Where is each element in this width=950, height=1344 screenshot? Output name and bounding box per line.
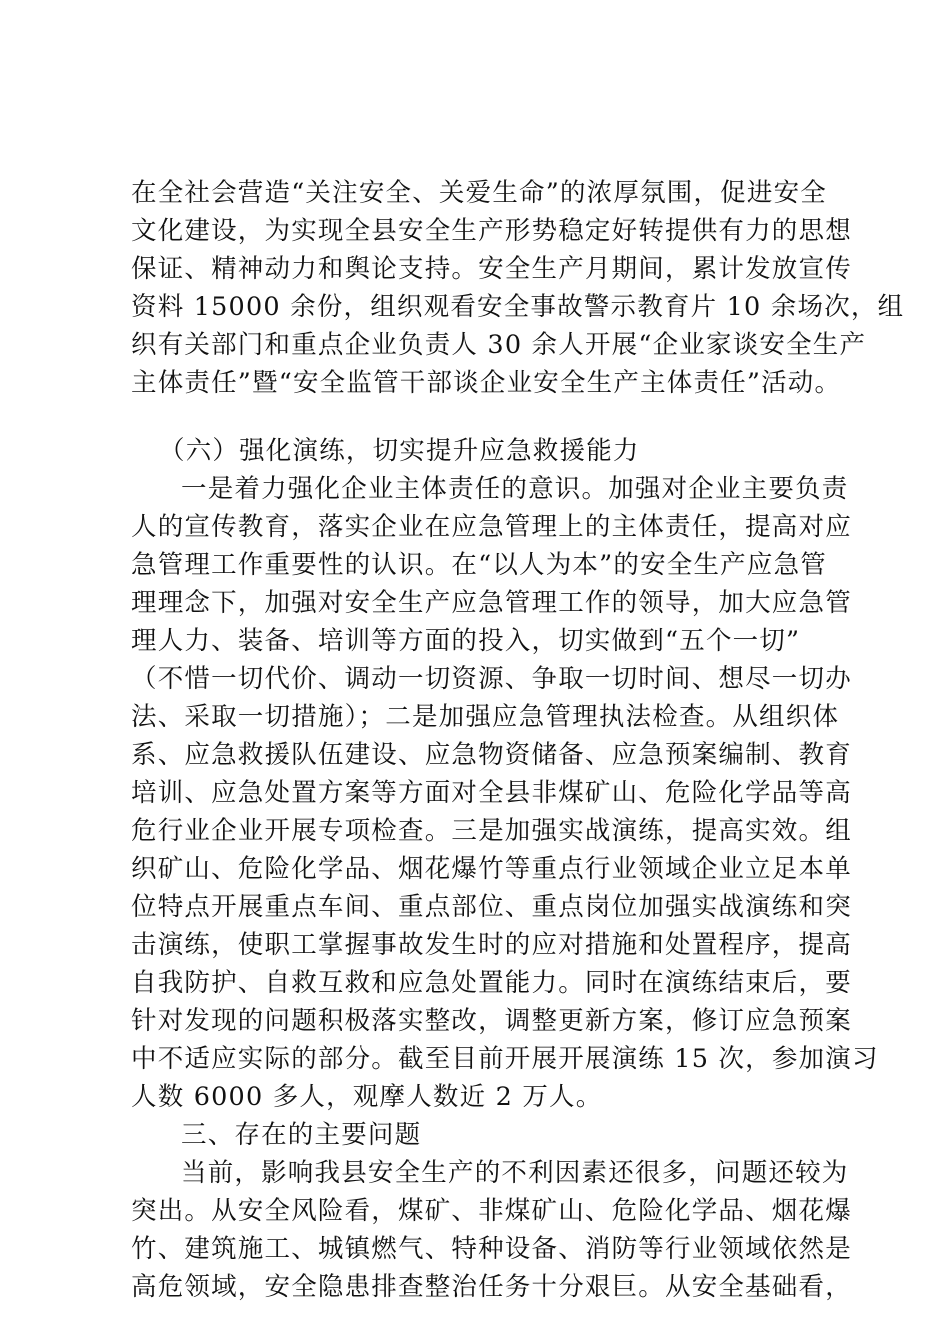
text-line: 理理念下，加强对安全生产应急管理工作的领导，加大应急管 <box>131 588 852 618</box>
text-line: 织有关部门和重点企业负责人 30 余人开展“企业家谈安全生产 <box>131 330 867 360</box>
text-line: 竹、建筑施工、城镇燃气、特种设备、消防等行业领域依然是 <box>131 1234 852 1264</box>
text-line: 突出。从安全风险看，煤矿、非煤矿山、危险化学品、烟花爆 <box>131 1196 852 1226</box>
text-line: （不惜一切代价、调动一切资源、争取一切时间、想尽一切办 <box>131 664 852 694</box>
text-line: 理人力、装备、培训等方面的投入，切实做到“五个一切” <box>131 626 801 656</box>
text-line: 文化建设，为实现全县安全生产形势稳定好转提供有力的思想 <box>131 216 852 246</box>
text-line: 一是着力强化企业主体责任的意识。加强对企业主要负责 <box>181 474 849 504</box>
text-line: 急管理工作重要性的认识。在“以人为本”的安全生产应急管 <box>131 550 827 580</box>
text-line: 织矿山、危险化学品、烟花爆竹等重点行业领域企业立足本单 <box>131 854 852 884</box>
text-line: 当前，影响我县安全生产的不利因素还很多，问题还较为 <box>181 1158 849 1188</box>
text-line: 危行业企业开展专项检查。三是加强实战演练，提高实效。组 <box>131 816 852 846</box>
text-line: 保证、精神动力和舆论支持。安全生产月期间，累计发放宣传 <box>131 254 852 284</box>
text-line: 人数 6000 多人，观摩人数近 2 万人。 <box>131 1082 603 1112</box>
text-line: 系、应急救援队伍建设、应急物资储备、应急预案编制、教育 <box>131 740 852 770</box>
text-line: 资料 15000 余份，组织观看安全事故警示教育片 10 余场次，组 <box>131 292 905 322</box>
text-line: 自我防护、自救互救和应急处置能力。同时在演练结束后，要 <box>131 968 852 998</box>
text-line: 培训、应急处置方案等方面对全县非煤矿山、危险化学品等高 <box>131 778 852 808</box>
text-line: 在全社会营造“关注安全、关爱生命”的浓厚氛围，促进安全 <box>131 178 827 208</box>
text-line: 高危领域，安全隐患排查整治任务十分艰巨。从安全基础看， <box>131 1272 852 1302</box>
text-line: 主体责任”暨“安全监管干部谈企业安全生产主体责任”活动。 <box>131 368 842 398</box>
text-line: 法、采取一切措施）；二是加强应急管理执法检查。从组织体 <box>131 702 840 732</box>
text-line: 中不适应实际的部分。截至目前开展开展演练 15 次，参加演习 <box>131 1044 879 1074</box>
text-line: 击演练，使职工掌握事故发生时的应对措施和处置程序，提高 <box>131 930 852 960</box>
text-line: 针对发现的问题积极落实整改，调整更新方案，修订应急预案 <box>131 1006 852 1036</box>
section-heading: （六）强化演练，切实提升应急救援能力 <box>159 436 640 466</box>
text-line: 人的宣传教育，落实企业在应急管理上的主体责任，提高对应 <box>131 512 852 542</box>
text-line: 位特点开展重点车间、重点部位、重点岗位加强实战演练和突 <box>131 892 852 922</box>
section-heading: 三、存在的主要问题 <box>181 1120 422 1150</box>
